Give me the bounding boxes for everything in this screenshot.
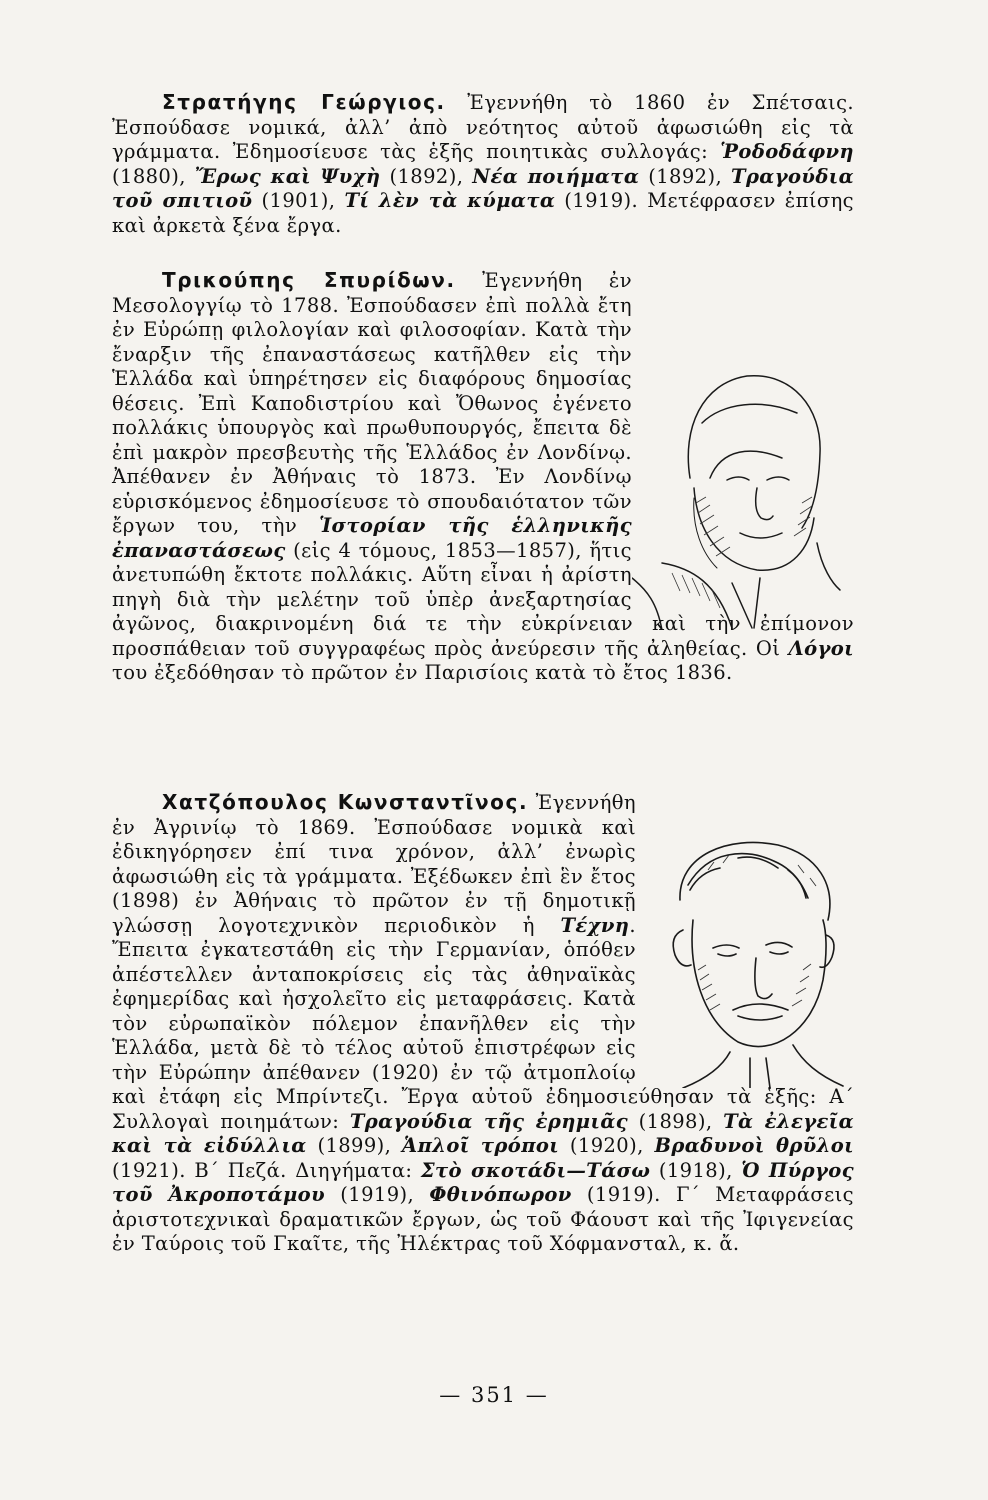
entry-paragraph	[112, 90, 854, 238]
entry-chatzopoulos	[112, 790, 854, 1257]
entry-text: (1921). Β΄ Πεζά. Διηγήματα:	[112, 1158, 421, 1182]
portrait-space	[636, 820, 854, 1082]
work-title: Ἔρως καὶ Ψυχὴ	[194, 164, 381, 188]
entry-text: (1901),	[252, 189, 345, 212]
entry-text: (1892),	[380, 164, 473, 188]
entry-text: (1919). Μετέφρασεν ἐπίσης καὶ ἀρκετὰ ξένα ἔργα.	[112, 189, 854, 237]
work-title: Ὁ Πύργος τοῦ Ἀκροποτάμου	[112, 1158, 854, 1206]
entry-heading: Στρατήγης Γεώργιος.	[162, 90, 446, 114]
entry-paragraph	[112, 268, 854, 686]
entry-text: . Ἔπειτα ἐγκατεστάθη εἰς τὴν Γερμανίαν, ὁπόθεν ἀπέστελλεν ἀνταποκρίσεις εἰς τὰς ἀθηναϊκὰς ἐφημερίδας καὶ ἠσχολεῖτο εἰς μεταφράσεις. Κατὰ τὸν εὐρωπαϊκὸν πόλεμον ἐπανῆλθεν εἰς τὴν Ἑλλάδα, μετὰ δὲ τὸ τέλος αὐτοῦ ἐπιστρέφων εἰς τὴν Εὐρώπην ἀπέθανεν (1920) ἐν τῷ ἀτμοπλοίῳ καὶ ἐτάφη εἰς Μπρίντεζι. Ἔργα αὐτοῦ ἐδημοσιεύθησαν τὰ ἑξῆς: Α΄ Συλλογαὶ ποιημάτων:	[112, 913, 854, 1133]
entry-text: (1919). Γ΄ Μεταφράσεις ἀριστοτεχνικαὶ δραματικῶν ἔργων, ὡς τοῦ Φάουστ καὶ τῆς Ἰφιγενείας ἐν Ταύροις τοῦ Γκαῖτε, τῆς Ἠλέκτρας τοῦ Χόφμανσταλ, κ. ἄ.	[112, 1183, 854, 1255]
entry-text: Ἐγεννήθη ἐν Μεσολογγίῳ τὸ 1788. Ἐσπούδασεν ἐπὶ πολλὰ ἔτη ἐν Εὐρώπῃ φιλολογίαν καὶ φιλοσοφίαν. Κατὰ τὴν ἔναρξιν τῆς ἐπαναστάσεως κατῆλθεν εἰς τὴν Ἑλλάδα καὶ ὑπηρέτησεν εἰς διαφόρους δημοσίας θέσεις. Ἐπὶ Καποδιστρίου καὶ Ὄθωνος ἐγένετο πολλάκις ὑπουργὸς καὶ πρωθυπουργός, ἔπειτα δὲ ἐπὶ μακρὸν πρεσβευτὴς τῆς Ἑλλάδος ἐν Λονδίνῳ. Ἀπέθανεν ἐν Ἀθήναις τὸ 1873. Ἐν Λονδίνῳ εὑρισκόμενος ἐδημοσίευσε τὸ σπουδαιότατον τῶν ἔργων του, τὴν	[112, 269, 632, 537]
entry-text: (1920),	[559, 1134, 655, 1157]
entry-paragraph	[112, 790, 854, 1257]
page-number: — 351 —	[439, 1383, 549, 1407]
work-title: Φθινόπωρον	[429, 1183, 572, 1206]
work-title: Ἁπλοῖ τρόποι	[402, 1134, 560, 1157]
work-title: Ῥοδοδάφνη	[720, 140, 854, 163]
work-title: Στὸ σκοτάδι—Τάσω	[420, 1158, 651, 1182]
entry-text: Ἐγεννήθη τὸ 1860 ἐν Σπέτσαις. Ἐσπούδασε νομικά, ἀλλ’ ἀπὸ νεότητος αὐτοῦ ἀφωσιώθη εἰς τὰ γράμματα. Ἐδημοσίευσε τὰς ἑξῆς ποιητικὰς συλλογάς:	[112, 91, 854, 163]
entry-heading: Χατζόπουλος Κωνσταντῖνος.	[162, 790, 529, 814]
entry-text: (1899),	[306, 1134, 403, 1157]
work-title: Νέα ποιήματα	[472, 164, 640, 188]
work-title: Λόγοι	[788, 636, 854, 660]
work-title: Τραγούδια τῆς ἐρημιᾶς	[349, 1109, 628, 1133]
work-title: Τὰ ἐλεγεῖα καὶ τὰ εἰδύλλια	[112, 1109, 854, 1157]
entry-text: (1892),	[639, 164, 732, 188]
entry-text: (1919),	[325, 1183, 430, 1206]
entry-heading: Τρικούπης Σπυρίδων.	[162, 268, 456, 292]
entry-text: (εἰς 4 τόμους, 1853—1857), ἥτις ἀνετυπώθη ἔκτοτε πολλάκις. Αὕτη εἶναι ἡ ἀρίστη πηγὴ διὰ τὴν μελέτην τοῦ ὑπὲρ ἀνεξαρτησίας ἀγῶνος, διακρινομένη διά τε τὴν εὐκρίνειαν καὶ τὴν ἐπίμονον προσπάθειαν τοῦ συγγραφέως πρὸς ἀνεύρεσιν τῆς ἀληθείας. Οἱ	[112, 538, 854, 660]
work-title: Ἱστορίαν τῆς ἑλληνικῆς ἐπαναστάσεως	[112, 514, 632, 562]
work-title: Βραδυνοὶ θρῦλοι	[654, 1134, 855, 1157]
entry-text: (1880),	[112, 164, 195, 188]
entry-text: (1918),	[650, 1158, 742, 1182]
work-title: Τραγούδια τοῦ σπιτιοῦ	[112, 164, 854, 212]
work-title: Τί λὲν τὰ κύματα	[344, 189, 556, 212]
entry-text: Ἐγεννήθη ἐν Ἀγρινίῳ τὸ 1869. Ἐσπούδασε νομικὰ καὶ ἐδικηγόρησεν ἐπί τινα χρόνον, ἀλλ’ ἐνωρὶς ἀφωσιώθη εἰς τὰ γράμματα. Ἐξέδωκεν ἐπὶ ἓν ἔτος (1898) ἐν Ἀθήναις τὸ πρῶτον ἐν τῇ δημοτικῇ γλώσσῃ λογοτεχνικὸν περιοδικὸν ἡ	[112, 791, 636, 937]
work-title: Τέχνη	[560, 913, 630, 937]
entry-stratigis	[112, 90, 854, 238]
entry-text: (1898),	[628, 1109, 724, 1133]
entry-trikoupis	[112, 268, 854, 686]
entry-text: του ἐξεδόθησαν τὸ πρῶτον ἐν Παρισίοις κατὰ τὸ ἔτος 1836.	[112, 661, 733, 684]
portrait-space	[632, 302, 854, 592]
